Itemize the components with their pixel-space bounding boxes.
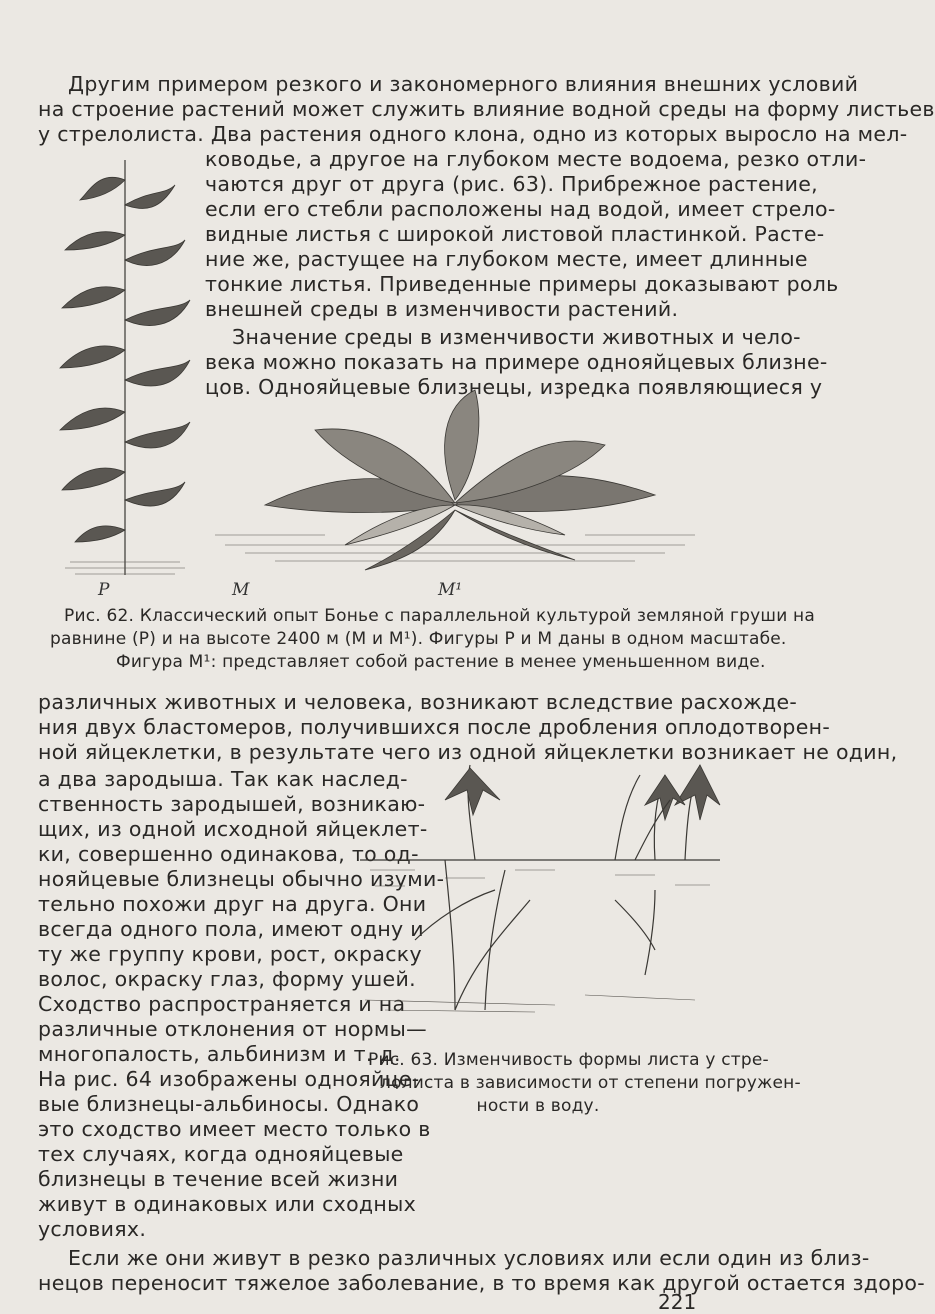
text-line: На рис. 64 изображены однояйце-: [38, 1067, 420, 1091]
text-line: на строение растений может служить влияние водной среды на форму листьев: [38, 97, 935, 121]
text-line: волос, окраску глаз, форму ушей.: [38, 967, 416, 991]
text-line: ту же группу крови, рост, окраску: [38, 942, 422, 966]
text-line: века можно показать на примере однояйцевых близне-: [205, 350, 828, 374]
text-line: тельно похожи друг на друга. Они: [38, 892, 427, 916]
figure-62-plant-m: [205, 385, 705, 585]
text-line: Значение среды в изменчивости животных и чело-: [232, 325, 801, 349]
text-line: тех случаях, когда однояйцевые: [38, 1142, 404, 1166]
figure-62-caption-line: Рис. 62. Классический опыт Бонье с параллельной культурой земляной груши на: [64, 606, 815, 626]
text-line: щих, из одной исходной яйцеклет-: [38, 817, 428, 841]
text-line: нояйцевые близнецы обычно изуми-: [38, 867, 445, 891]
page-number: 221: [658, 1290, 697, 1314]
text-line: условиях.: [38, 1217, 147, 1241]
text-line: близнецы в течение всей жизни: [38, 1167, 399, 1191]
figure-label-p: P: [98, 580, 110, 600]
text-line: Сходство распространяется и на: [38, 992, 406, 1016]
text-line: чаются друг от друга (рис. 63). Прибрежное растение,: [205, 172, 818, 196]
figure-63-arrowhead-plants: [355, 760, 725, 1020]
text-line: всегда одного пола, имеют одну и: [38, 917, 424, 941]
figure-63-caption-line: Рис. 63. Изменчивость формы листа у стре-: [368, 1050, 769, 1070]
text-line: внешней среды в изменчивости растений.: [205, 297, 679, 321]
text-line: ной яйцеклетки, в результате чего из одной яйцеклетки возникает не один,: [38, 740, 898, 764]
text-line: вые близнецы-альбиносы. Однако: [38, 1092, 420, 1116]
figure-label-m1: M¹: [438, 580, 463, 600]
text-line: нецов переносит тяжелое заболевание, в то время как другой остается здоро-: [38, 1271, 925, 1295]
text-line: ние же, растущее на глубоком месте, имеет длинные: [205, 247, 808, 271]
text-line: это сходство имеет место только в: [38, 1117, 431, 1141]
text-line: ководье, а другое на глубоком месте водоема, резко отли-: [205, 147, 867, 171]
text-line: различных животных и человека, возникают вследствие расхожде-: [38, 690, 798, 714]
figure-62-caption-line: равнине (P) и на высоте 2400 м (M и M¹). Фигуры P и M даны в одном масштабе.: [50, 629, 787, 649]
figure-62-caption-line: Фигура M¹: представляет собой растение в менее уменьшенном виде.: [116, 652, 766, 672]
text-line: цов. Однояйцевые близнецы, изредка появляющиеся у: [205, 375, 823, 399]
text-line: живут в одинаковых или сходных: [38, 1192, 417, 1216]
text-line: если его стебли расположены над водой, имеет стрело-: [205, 197, 836, 221]
text-line: ственность зародышей, возникаю-: [38, 792, 426, 816]
figure-63-caption-line: ности в воду.: [476, 1096, 600, 1116]
text-line: тонкие листья. Приведенные примеры доказывают роль: [205, 272, 839, 296]
text-line: а два зародыша. Так как наслед-: [38, 767, 408, 791]
text-line: ния двух бластомеров, получившихся после дробления оплодотворен-: [38, 715, 831, 739]
text-line: у стрелолиста. Два растения одного клона, одно из которых выросло на мел-: [38, 122, 908, 146]
text-line: ки, совершенно одинакова, то од-: [38, 842, 419, 866]
text-line: Другим примером резкого и закономерного влияния внешних условий: [68, 72, 859, 96]
figure-label-m: M: [232, 580, 250, 600]
figure-62-plant-p: [50, 150, 200, 580]
text-line: видные листья с широкой листовой пластинкой. Расте-: [205, 222, 825, 246]
figure-63-caption-line: лолиста в зависимости от степени погружен-: [380, 1073, 801, 1093]
text-line: различные отклонения от нормы—: [38, 1017, 427, 1041]
text-line: многопалость, альбинизм и т. д.: [38, 1042, 401, 1066]
text-line: Если же они живут в резко различных условиях или если один из близ-: [68, 1246, 870, 1270]
